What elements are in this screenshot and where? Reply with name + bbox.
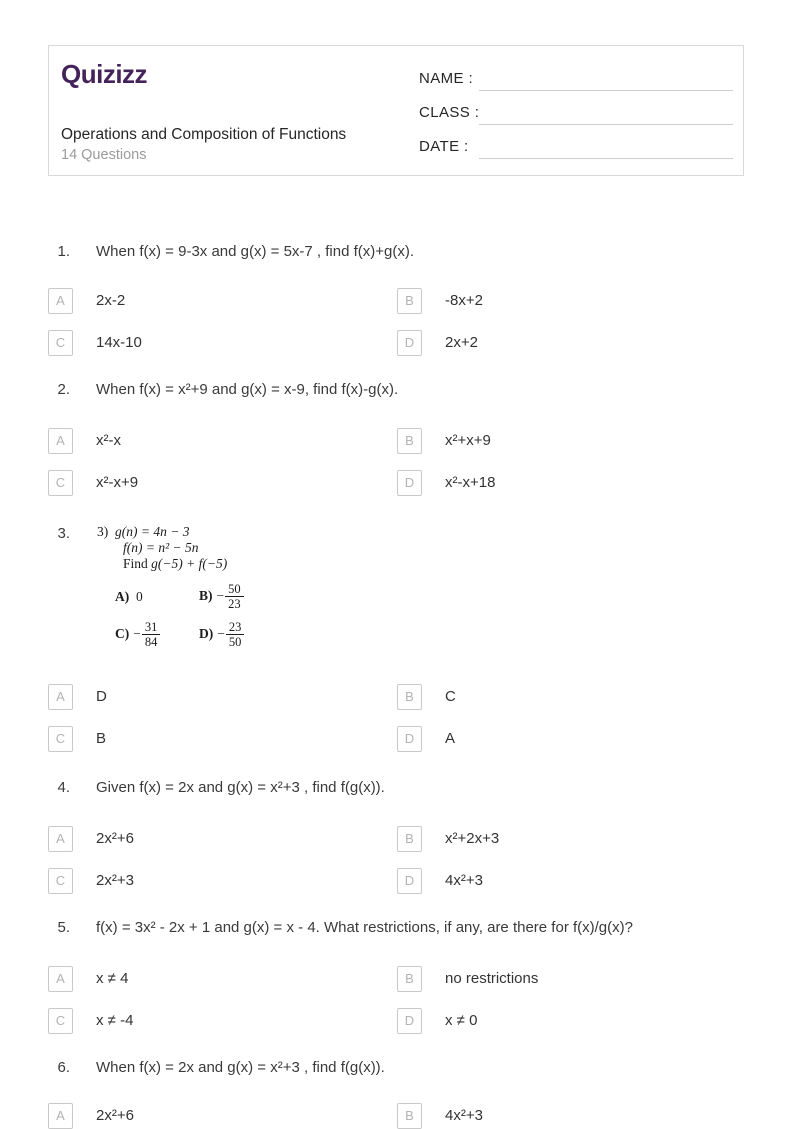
date-blank-line [479,158,733,159]
question-2-number: 2. [57,381,70,398]
question-5-option-box-c: C [48,1008,73,1034]
quizizz-logo: Quizizz [61,59,148,89]
question-5-option-text-a: x ≠ 4 [96,970,129,987]
class-field [419,91,735,125]
question-3-option-text-a: D [96,688,107,705]
question-1-option-text-b: -8x+2 [445,292,483,309]
worksheet-header [48,45,744,176]
question-1-number: 1. [57,243,70,260]
image-line-1: 3) g(n) = 4n − 3 [97,524,190,539]
question-5-option-box-b: B [397,966,422,992]
question-3-option-box-a: A [48,684,73,710]
name-label: NAME : [419,70,474,87]
question-5-text: f(x) = 3x² - 2x + 1 and g(x) = x - 4. What restrictions, if any, are there for f(x)/g(x)? [96,919,633,936]
image-choice-c: C) − $\frac{31}{84}$ [115,620,160,650]
question-5-option-text-b: no restrictions [445,970,539,987]
question-5-option-text-c: x ≠ -4 [96,1012,134,1029]
question-4-option-text-d: 4x²+3 [445,872,483,889]
worksheet-title: Operations and Composition of Functions [61,126,347,143]
question-5-number: 5. [57,919,70,936]
question-6-number: 6. [57,1059,70,1076]
question-1-option-box-c: C [48,330,73,356]
question-3-option-box-c: C [48,726,73,752]
question-3-option-box-d: D [397,726,422,752]
question-2-option-text-c: x²-x+9 [96,474,139,491]
question-4-number: 4. [57,779,70,796]
question-6-option-text-a: 2x²+6 [96,1107,134,1124]
question-2-option-box-d: D [397,470,422,496]
question-4-option-box-b: B [397,826,422,852]
question-6-option-box-a: A [48,1103,73,1129]
question-count: 14 Questions [61,147,147,163]
question-2-option-box-c: C [48,470,73,496]
question-4-option-text-a: 2x²+6 [96,830,134,847]
question-4-option-box-d: D [397,868,422,894]
image-choice-d: D) − $\frac{23}{50}$ [199,620,244,650]
image-line-2: f(n) = n² − 5n [123,540,199,555]
question-3-option-text-c: B [96,730,107,747]
image-choice-a: A) 0 [115,588,143,604]
question-2-option-box-a: A [48,428,73,454]
question-4-option-text-c: 2x²+3 [96,872,134,889]
image-choices [97,582,332,650]
question-6-option-box-b: B [397,1103,422,1129]
question-3-option-box-b: B [397,684,422,710]
question-1-option-text-a: 2x-2 [96,292,126,309]
question-4-option-box-c: C [48,868,73,894]
question-1-option-box-a: A [48,288,73,314]
question-5-option-box-d: D [397,1008,422,1034]
image-line-3: Find g(−5) + f(−5) [123,556,228,571]
question-1-option-box-b: B [397,288,422,314]
question-2-option-box-b: B [397,428,422,454]
question-5-option-box-a: A [48,966,73,992]
student-fields [419,57,735,159]
question-1-option-text-d: 2x+2 [445,334,478,351]
question-2-option-text-b: x²+x+9 [445,432,491,449]
question-6-option-text-b: 4x²+3 [445,1107,483,1124]
question-4-text: Given f(x) = 2x and g(x) = x²+3 , find f(g(x)). [96,779,385,796]
question-5-option-text-d: x ≠ 0 [445,1012,478,1029]
question-3-option-text-d: A [445,730,456,747]
question-1-option-text-c: 14x-10 [96,334,142,351]
question-2-option-text-d: x²-x+18 [445,474,496,491]
question-4-option-text-b: x²+2x+3 [445,830,500,847]
date-field [419,125,735,159]
image-choice-b: B) − $\frac{50}{23}$ [199,582,244,612]
question-2-text: When f(x) = x²+9 and g(x) = x-9, find f(x)-g(x). [96,381,399,398]
class-label: CLASS : [419,104,480,121]
question-1-option-box-d: D [397,330,422,356]
question-1-text: When f(x) = 9-3x and g(x) = 5x-7 , find f(x)+g(x). [96,243,415,260]
name-field [419,57,735,91]
question-6-text: When f(x) = 2x and g(x) = x²+3 , find f(g(x)). [96,1059,385,1076]
question-3-number: 3. [57,525,70,542]
question-4-option-box-a: A [48,826,73,852]
question-3-option-text-b: C [445,688,456,705]
date-label: DATE : [419,138,469,155]
question-2-option-text-a: x²-x [96,432,121,449]
question-3-image [97,524,332,650]
